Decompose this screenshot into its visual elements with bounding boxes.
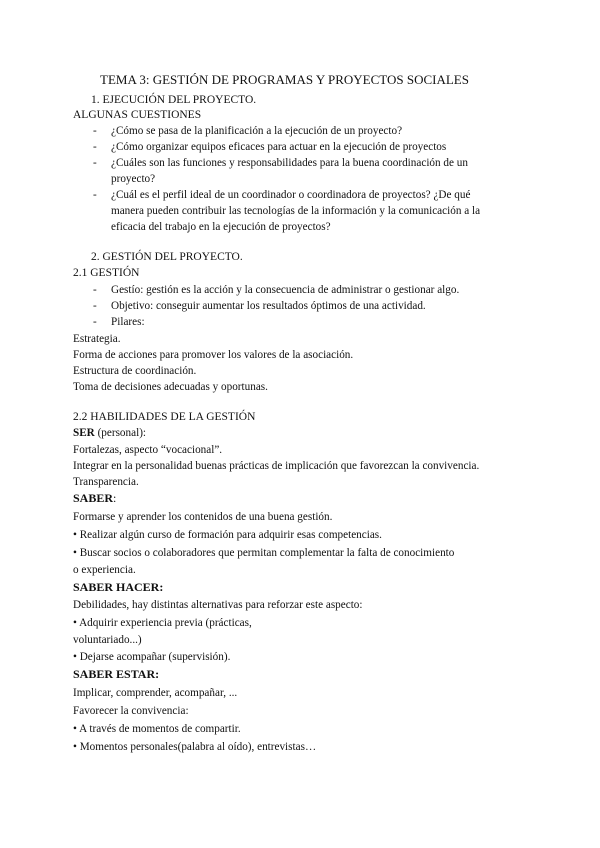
bullet-dash: - [93,316,97,328]
saber-hacer-line: • Adquirir experiencia previa (prácticas, [73,617,252,629]
subheading-algunas-cuestiones: ALGUNAS CUESTIONES [73,109,202,121]
saber-hacer-heading: SABER HACER: [73,580,164,594]
section-heading-gestion: 2. GESTIÓN DEL PROYECTO. [91,251,243,263]
saber-heading [73,491,116,505]
ser-heading [73,426,146,440]
question-item: ¿Cómo se pasa de la planificación a la ejecución de un proyecto? [111,125,403,137]
section-heading-ejecucion: 1. EJECUCIÓN DEL PROYECTO. [91,94,257,106]
ser-line: Transparencia. [73,476,139,488]
bullet-dash: - [93,141,97,153]
saber-line: Formarse y aprender los contenidos de una buena gestión. [73,511,333,523]
ser-label: SER [73,427,95,439]
gestion-item: Pilares: [111,316,145,328]
question-item-continued: proyecto? [111,173,156,185]
question-item: ¿Cómo organizar equipos eficaces para actuar en la ejecución de proyectos [111,141,447,153]
saber-suffix: : [113,491,117,505]
ser-line: Fortalezas, aspecto “vocacional”. [73,444,223,456]
pillar-line: Estrategia. [73,333,121,345]
bullet-dash: - [93,125,97,137]
saber-estar-heading: SABER ESTAR: [73,667,160,681]
saber-hacer-line: Debilidades, hay distintas alternativas para reforzar este aspecto: [73,599,363,611]
question-item: ¿Cuál es el perfil ideal de un coordinador o coordinadora de proyectos? ¿De qué [111,189,471,201]
gestion-item: Gestío: gestión es la acción y la consecuencia de administrar o gestionar algo. [111,284,460,296]
saber-estar-line: • A través de momentos de compartir. [73,723,241,735]
bullet-dash: - [93,189,97,201]
section-heading-habilidades: 2.2 HABILIDADES DE LA GESTIÓN [73,411,256,423]
saber-line: o experiencia. [73,564,136,576]
question-item-continued: eficacia del trabajo en la ejecución de proyectos? [111,221,331,233]
bullet-dash: - [93,300,97,312]
ser-suffix: (personal): [94,427,147,439]
document-title: TEMA 3: GESTIÓN DE PROGRAMAS Y PROYECTOS SOCIALES [100,72,469,87]
saber-line: • Realizar algún curso de formación para adquirir esas competencias. [73,529,382,541]
saber-hacer-line: • Dejarse acompañar (supervisión). [73,651,231,663]
saber-hacer-line: voluntariado...) [73,634,142,646]
saber-estar-line: Favorecer la convivencia: [73,705,189,717]
question-item: ¿Cuáles son las funciones y responsabilidades para la buena coordinación de un [111,157,468,169]
pillar-line: Toma de decisiones adecuadas y oportunas. [73,381,268,393]
ser-line: Integrar en la personalidad buenas prácticas de implicación que favorezcan la convivencia. [73,460,480,472]
subheading-gestion: 2.1 GESTIÓN [73,267,140,279]
saber-estar-line: Implicar, comprender, acompañar, ... [73,687,238,699]
saber-estar-line: • Momentos personales(palabra al oído), entrevistas… [73,741,317,753]
saber-label: SABER [73,491,114,505]
pillar-line: Estructura de coordinación. [73,365,197,377]
bullet-dash: - [93,157,97,169]
bullet-dash: - [93,284,97,296]
saber-line: • Buscar socios o colaboradores que permitan complementar la falta de conocimiento [73,547,455,559]
question-item-continued: manera pueden contribuir las tecnologías de la información y la comunicación a la [111,205,481,217]
pillar-line: Forma de acciones para promover los valores de la asociación. [73,349,354,361]
gestion-item: Objetivo: conseguir aumentar los resultados óptimos de una actividad. [111,300,426,312]
